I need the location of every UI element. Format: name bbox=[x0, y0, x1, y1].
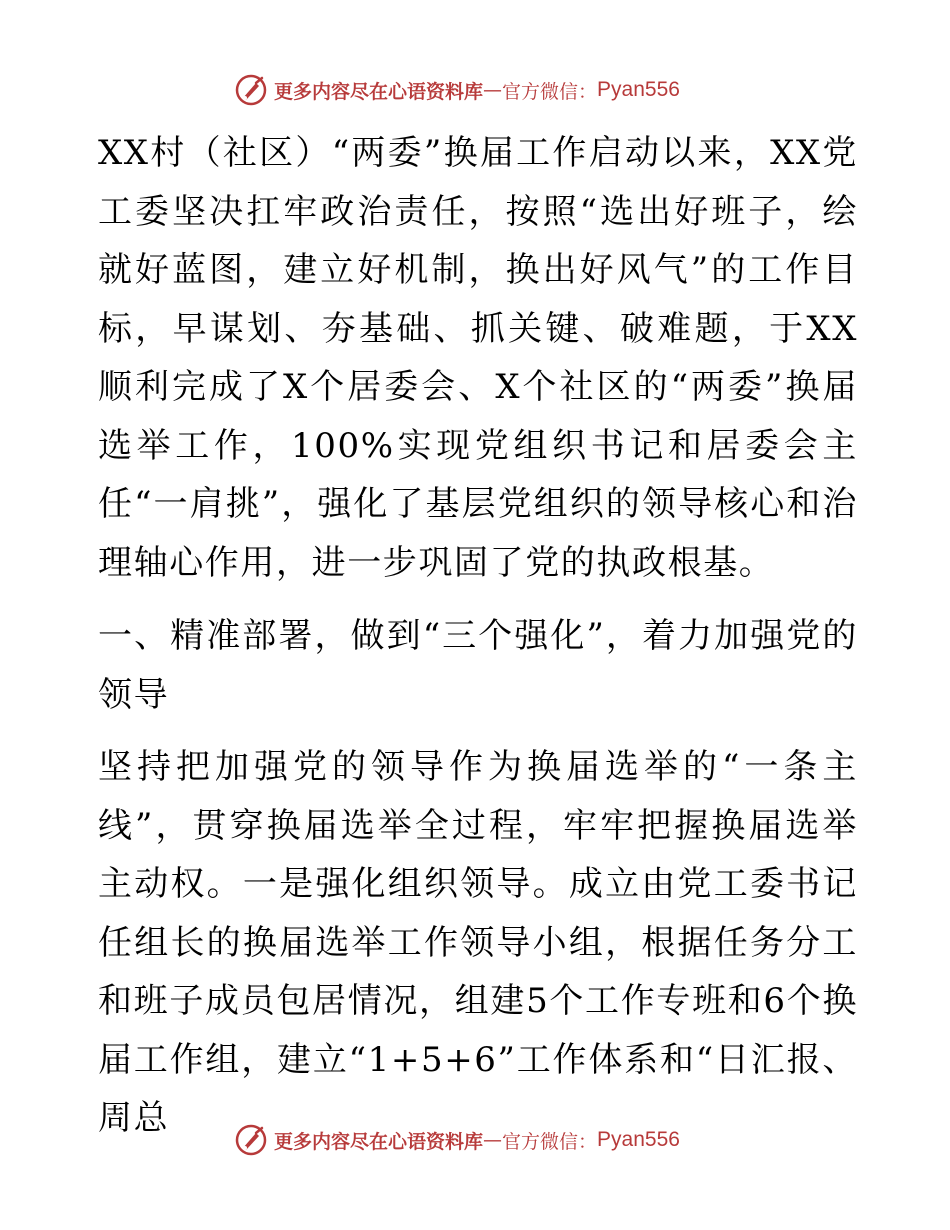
watermark-wechat-id: Pyan556 bbox=[597, 78, 680, 101]
watermark-brand-text: 更多内容尽在心语资料库 bbox=[274, 80, 484, 103]
section-1-paragraph: 坚持把加强党的领导作为换届选举的“一条主线”，贯穿换届选举全过程，牢牢把握换届选举主动权。一是强化组织领导。成立由党工委书记任组长的换届选举工作领导小组，根据任务分工和班子成员包居情况，组建5个工作专班和6个换届工作组，建立“1+5+6”工作体系和“日汇报、周总 bbox=[98, 747, 858, 1138]
watermark-separator: — bbox=[483, 1129, 503, 1151]
intro-paragraph: XX村（社区）“两委”换届工作启动以来，XX党工委坚决扛牢政治责任，按照“选出好班子，绘就好蓝图，建立好机制，换出好风气”的工作目标，早谋划、夯基础、抓关键、破难题，于XX顺利完成了X个居委会、X个社区的“两委”换届选举工作，100%实现党组织书记和居委会主任“一肩挑”，强化了基层党组织的领导核心和治理轴心作用，进一步巩固了党的执政根基。 bbox=[98, 133, 858, 583]
quill-pen-logo-icon bbox=[234, 1123, 268, 1157]
watermark-footer bbox=[234, 1122, 680, 1158]
watermark-header bbox=[234, 72, 680, 108]
document-body bbox=[98, 124, 858, 1148]
watermark-wechat-label: 官方微信： bbox=[502, 80, 598, 103]
watermark-wechat-id: Pyan556 bbox=[597, 1128, 680, 1151]
watermark-separator: — bbox=[483, 79, 503, 101]
section-heading-1: 一、精准部署，做到“三个强化”，着力加强党的领导 bbox=[98, 616, 858, 715]
watermark-wechat-label: 官方微信： bbox=[502, 1130, 598, 1153]
watermark-brand-text: 更多内容尽在心语资料库 bbox=[274, 1130, 484, 1153]
quill-pen-logo-icon bbox=[234, 73, 268, 107]
